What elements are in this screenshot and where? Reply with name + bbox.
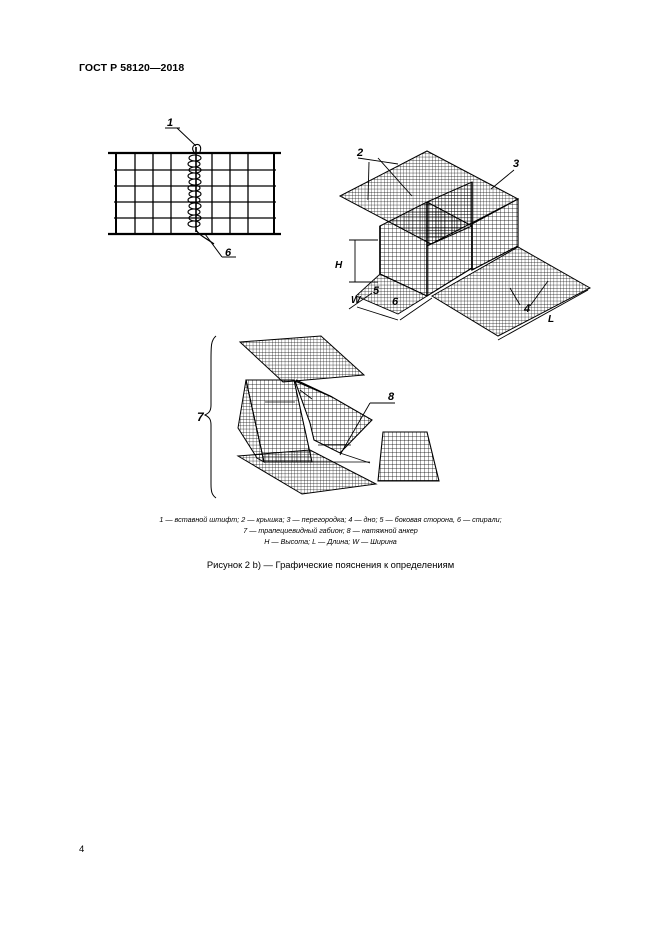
legend-line-1: 1 — вставной штифт; 2 — крышка; 3 — перегородка; 4 — дно; 5 — боковая сторона, 6 — спирали;: [159, 515, 502, 524]
callout-6-box: 6: [392, 296, 399, 308]
legend-line-2: 7 — трапециевидный габион; 8 — натяжной анкер: [243, 526, 418, 535]
callout-5: 5: [373, 285, 380, 297]
insert-pin-detail: [108, 128, 281, 257]
callout-8: 8: [388, 391, 395, 403]
callout-4: 4: [524, 303, 531, 315]
box-gabion-assembled: [340, 151, 590, 340]
callout-6-detail: 6: [225, 247, 232, 259]
figure-caption: Рисунок 2 b) — Графические пояснения к определениям: [206, 559, 455, 570]
callout-1: 1: [167, 117, 174, 129]
dimension-w-label: W: [351, 295, 361, 306]
trapezoidal-gabion-exploded: [205, 336, 439, 498]
dimension-h-label: H: [335, 260, 343, 271]
legend-line-3: H — Высота; L — Длина; W — Ширина: [264, 537, 397, 546]
callout-7: 7: [197, 410, 204, 424]
page-number: 4: [79, 844, 85, 855]
document-header: ГОСТ Р 58120—2018: [79, 62, 185, 74]
callout-2: 2: [357, 147, 364, 159]
dimension-l-label: L: [548, 314, 555, 325]
callout-3: 3: [513, 158, 520, 170]
